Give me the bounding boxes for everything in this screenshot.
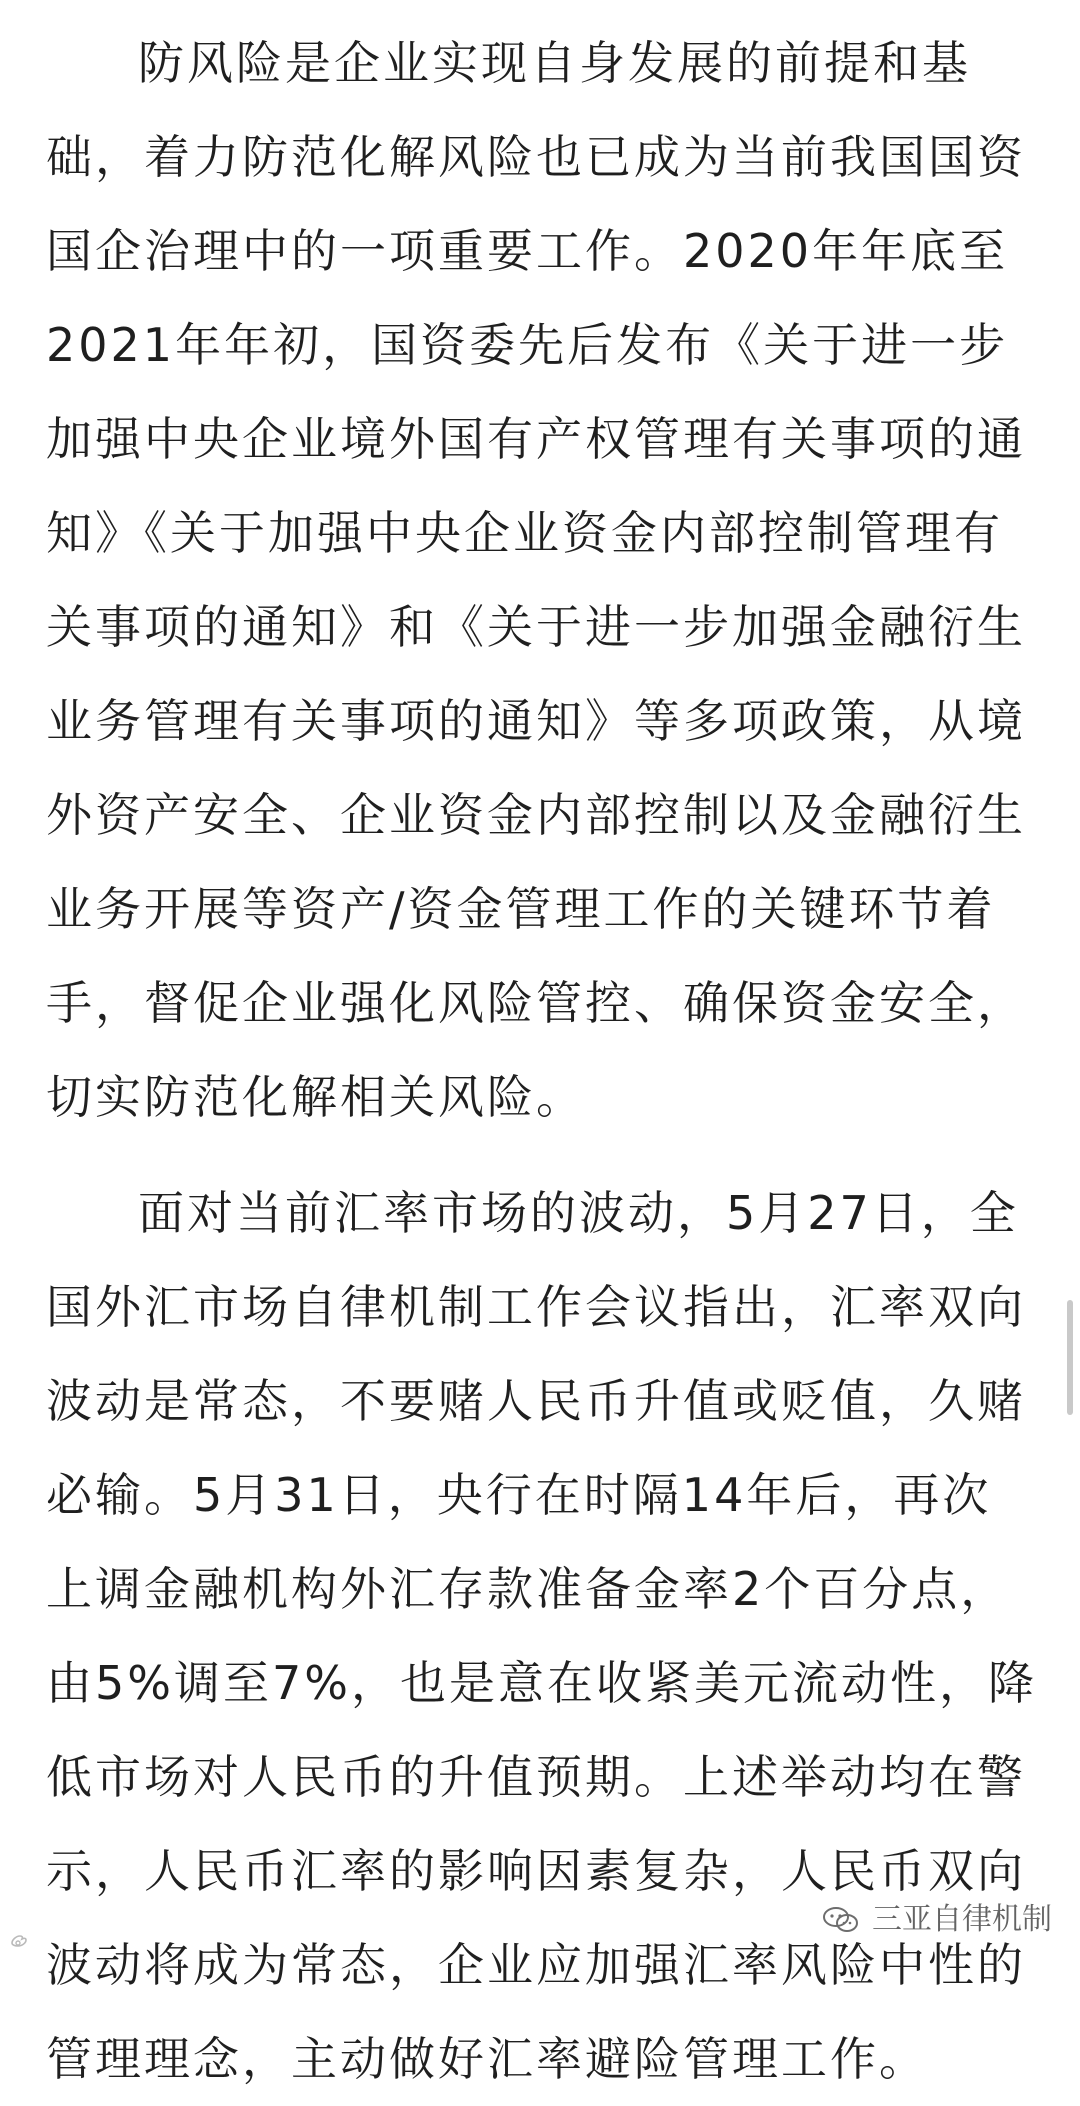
source-watermark <box>820 1900 1052 1940</box>
article-content <box>46 16 1038 2106</box>
paragraph-risk-management: 防风险是企业实现自身发展的前提和基础，着力防范化解风险也已成为当前我国国资国企治理中的一项重要工作。2020年年底至2021年年初，国资委先后发布《关于进一步加强中央企业境外国有产权管理有关事项的通知》《关于加强中央企业资金内部控制管理有关事项的通知》和《关于进一步加强金融衍生业务管理有关事项的通知》等多项政策，从境外资产安全、企业资金内部控制以及金融衍生业务开展等资产/资金管理工作的关键环节着手，督促企业强化风险管控、确保资金安全，切实防范化解相关风险。 <box>46 36 1026 1124</box>
weibo-icon <box>8 1928 32 1952</box>
wechat-icon <box>820 1903 862 1937</box>
paragraph-exchange-rate: 面对当前汇率市场的波动，5月27日，全国外汇市场自律机制工作会议指出，汇率双向波动是常态，不要赌人民币升值或贬值，久赌必输。5月31日，央行在时隔14年后，再次上调金融机构外汇存款准备金率2个百分点，由5%调至7%，也是意在收紧美元流动性，降低市场对人民币的升值预期。上述举动均在警示，人民币汇率的影响因素复杂，人民币双向波动将成为常态，企业应加强汇率风险中性的管理理念，主动做好汇率避险管理工作。 <box>46 1186 1037 2086</box>
left-watermark <box>8 1928 38 1952</box>
scrollbar-thumb[interactable] <box>1067 1300 1073 1415</box>
watermark-label: 三亚自律机制 <box>872 1903 1052 1936</box>
